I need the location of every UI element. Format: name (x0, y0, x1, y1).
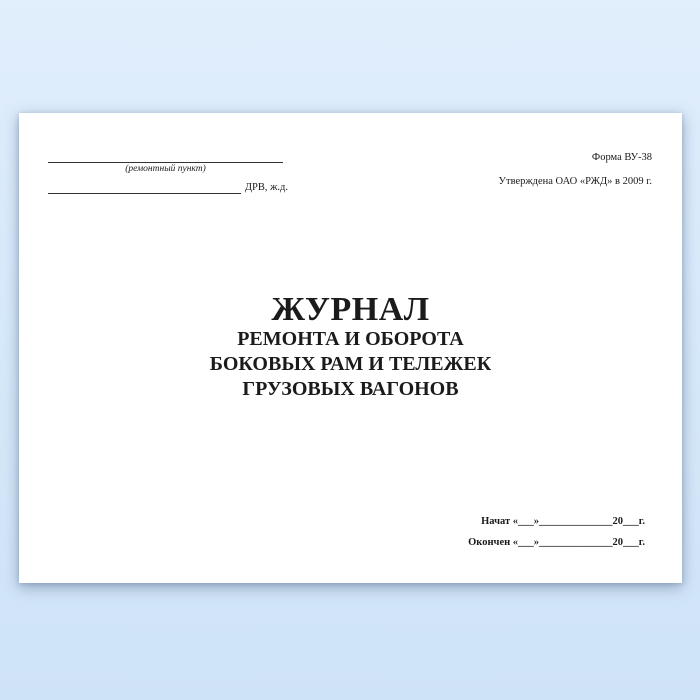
dates-block (468, 511, 645, 553)
form-approval: Утверждена ОАО «РЖД» в 2009 г. (498, 176, 652, 187)
finished-date-line: Окончен «___»______________20___г. (468, 537, 645, 548)
journal-subtitle-line-1: РЕМОНТА И ОБОРОТА (237, 328, 464, 350)
form-code: Форма ВУ-38 (591, 152, 652, 163)
journal-subtitle-line-3: ГРУЗОВЫХ ВАГОНОВ (242, 378, 459, 400)
repair-point-caption: (ремонтный пункт) (125, 164, 206, 174)
repair-point-block (48, 153, 288, 194)
journal-title: ЖУРНАЛ (271, 291, 430, 328)
journal-subtitle-line-2: БОКОВЫХ РАМ И ТЕЛЕЖЕК (209, 353, 492, 375)
title-block (19, 293, 682, 402)
started-date-line: Начат «___»______________20___г. (481, 516, 645, 527)
form-info-block (499, 151, 652, 188)
journal-cover-page (19, 113, 682, 583)
railway-fill-line (48, 184, 241, 194)
railway-label: ДРВ, ж.д. (244, 182, 288, 193)
railway-fill-row (48, 182, 288, 194)
repair-point-fill-line (48, 153, 283, 163)
